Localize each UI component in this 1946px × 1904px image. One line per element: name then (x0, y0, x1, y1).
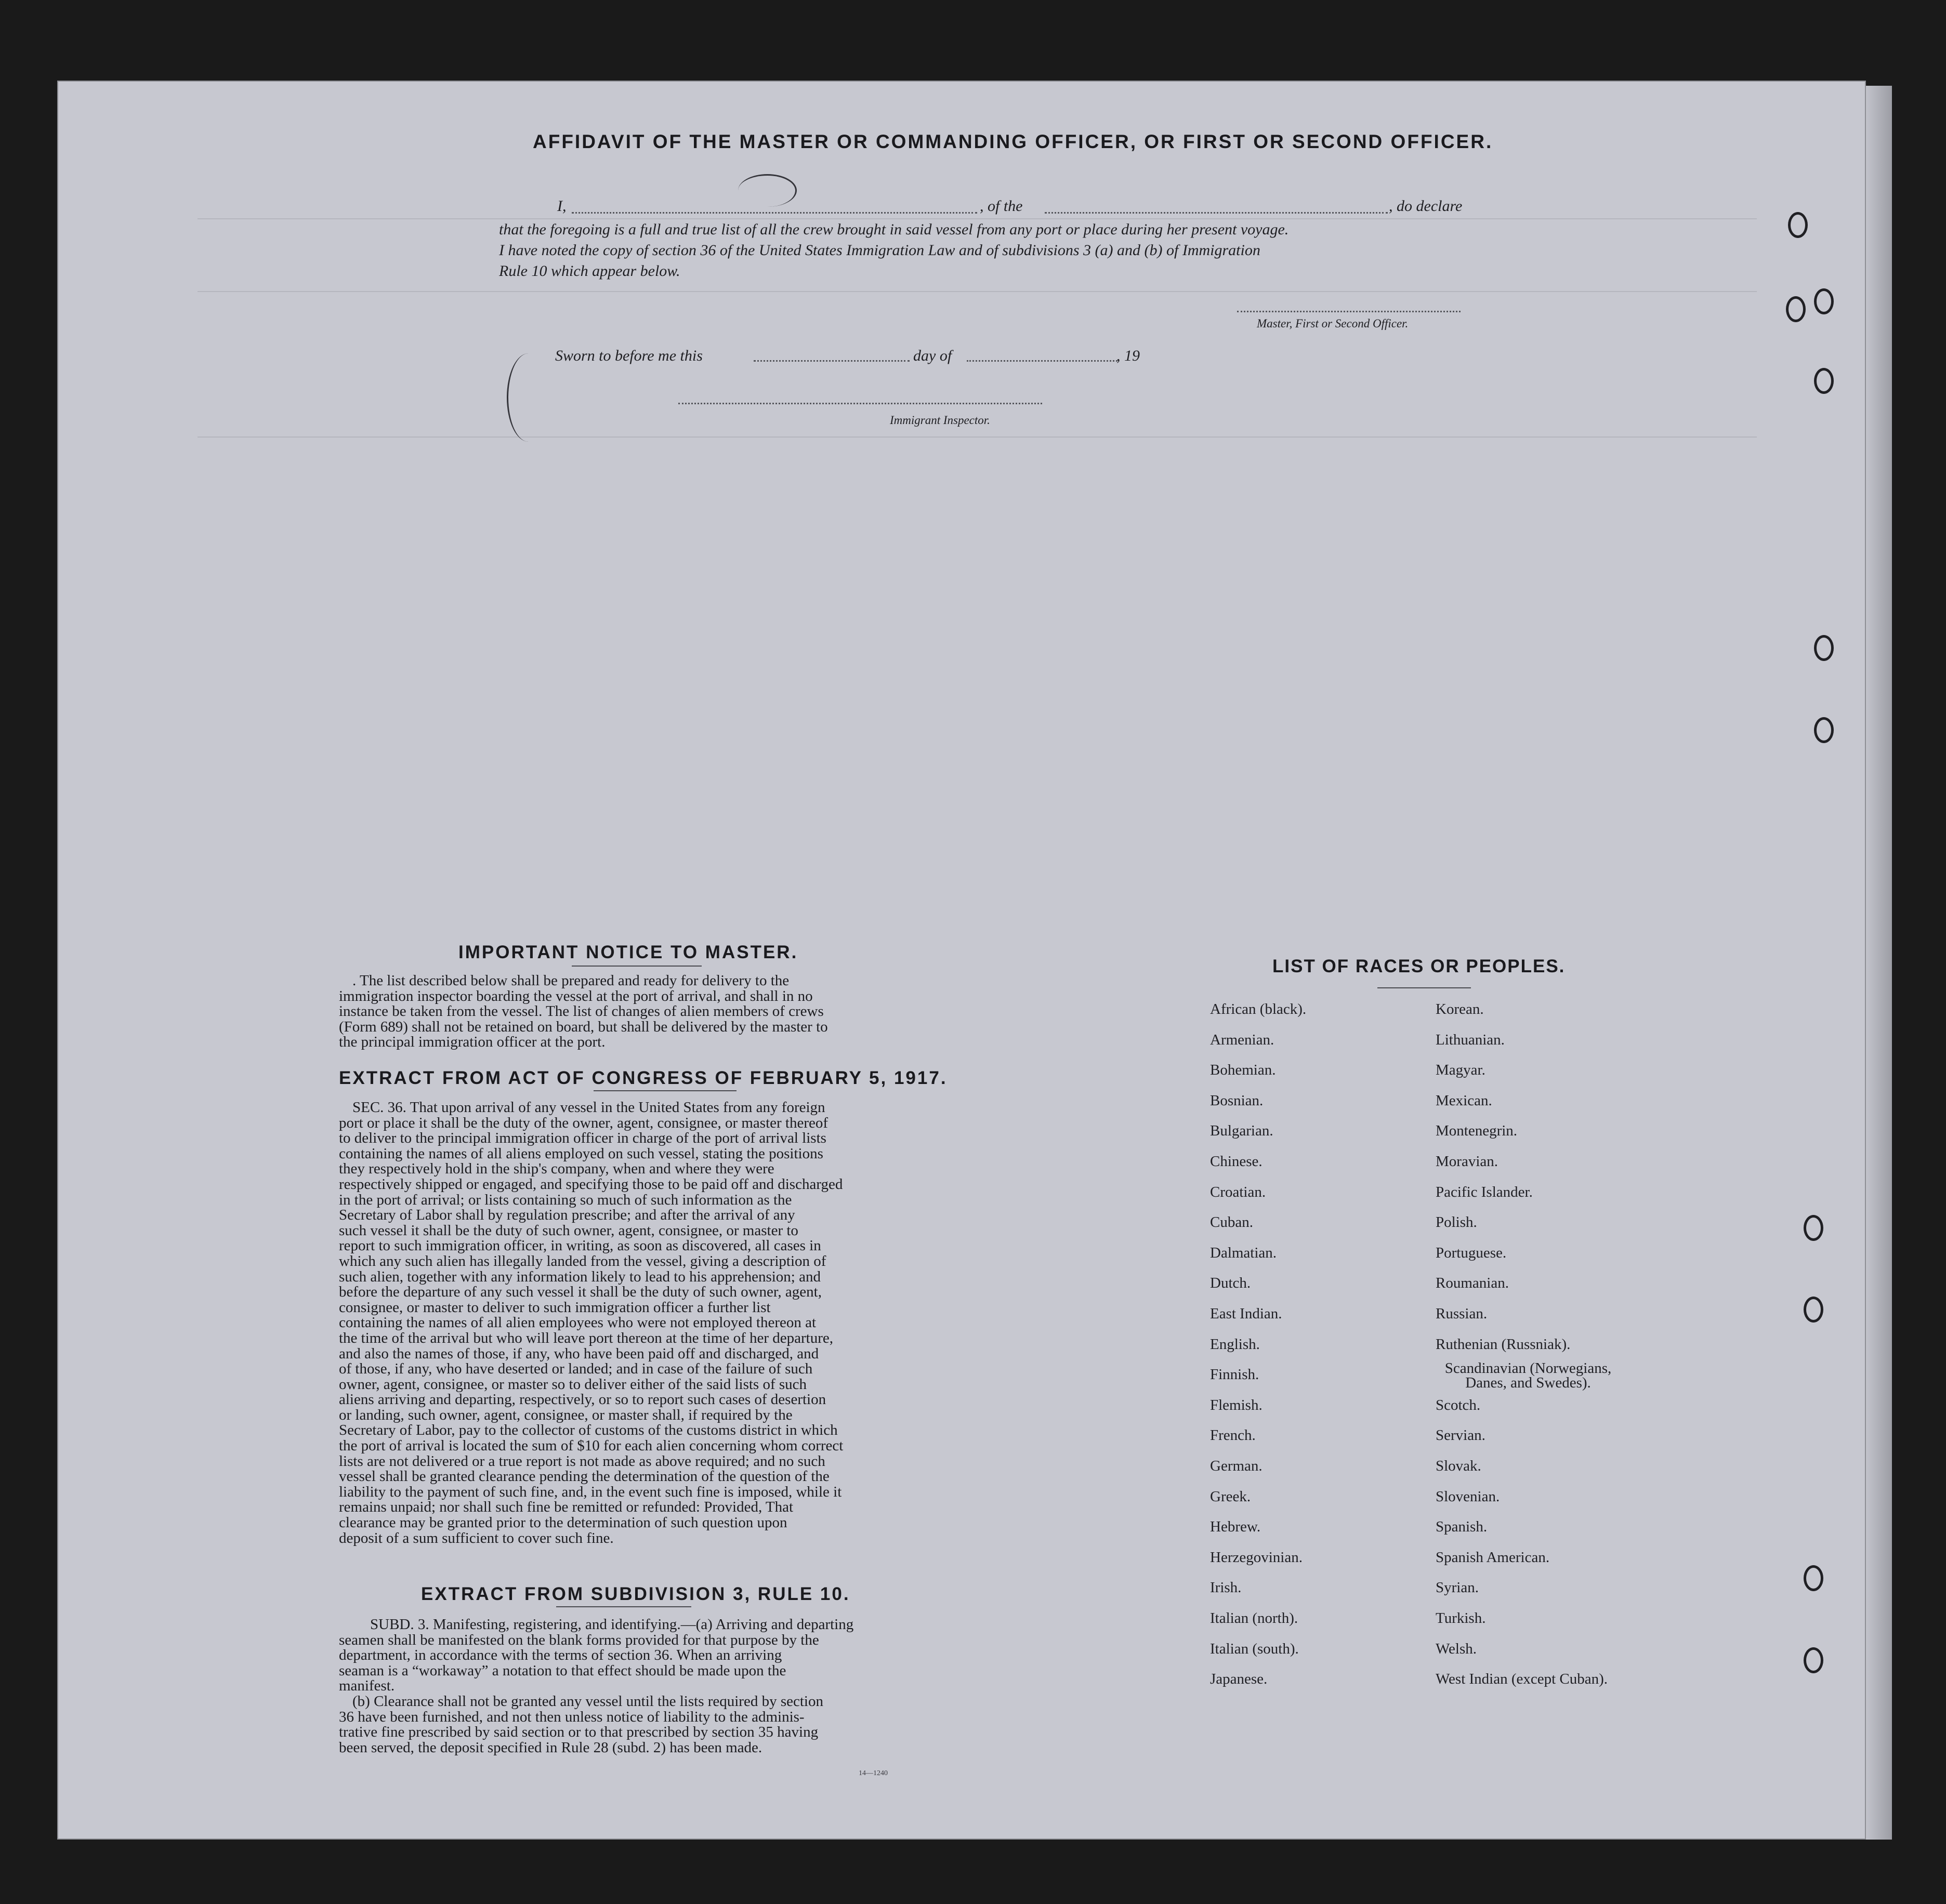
race-item: Finnish. (1210, 1366, 1259, 1383)
binder-hole (1814, 717, 1834, 743)
race-item: Pacific Islander. (1436, 1183, 1533, 1200)
race-item: Syrian. (1436, 1579, 1479, 1596)
race-item: African (black). (1210, 1001, 1307, 1017)
race-item: French. (1210, 1427, 1256, 1444)
document-page (57, 81, 1866, 1840)
notice-title (458, 942, 798, 963)
race-item: Spanish American. (1436, 1549, 1550, 1566)
binder-hole (1804, 1565, 1823, 1591)
vessel-blank[interactable] (1045, 212, 1388, 214)
extract-act-body (339, 1100, 930, 1546)
race-item: Portuguese. (1436, 1244, 1507, 1261)
inspector-signature-blank[interactable] (678, 403, 1042, 404)
act-line: SEC. 36. That upon arrival of any vessel in the United States from any foreign (352, 1099, 825, 1116)
race-item: English. (1210, 1336, 1260, 1353)
handwritten-mark (738, 174, 797, 207)
races-title-rule (1377, 987, 1471, 988)
act-line: consignee, or master to deliver to such immigration officer a further list (339, 1299, 771, 1316)
affidavit-do-declare: , do declare (1389, 197, 1463, 215)
day-of-text: day of (913, 347, 952, 364)
act-line: deposit of a sum sufficient to cover such fine. (339, 1529, 614, 1546)
race-item: Cuban. (1210, 1214, 1253, 1231)
binder-hole (1814, 635, 1834, 661)
act-line: report to such immigration officer, in writing, as soon as discovered, all cases in (339, 1237, 821, 1254)
notice-line: (Form 689) shall not be retained on board, but shall be delivered by the master to (339, 1018, 828, 1035)
race-item: Polish. (1436, 1214, 1477, 1231)
race-item: East Indian. (1210, 1305, 1282, 1322)
race-item: Bohemian. (1210, 1062, 1276, 1079)
act-line: respectively shipped or engaged, and specifying those to be paid off and discharged (339, 1175, 843, 1193)
rule-line: manifest. (339, 1677, 395, 1695)
year-prefix: , 19 (1116, 347, 1140, 364)
affidavit-statement-4: Rule 10 which appear below. (499, 262, 680, 280)
race-item: Chinese. (1210, 1153, 1263, 1170)
act-line: lists are not delivered or a true report is not made as above required; and no such (339, 1452, 825, 1470)
race-item: Bulgarian. (1210, 1122, 1273, 1140)
rule-line: seamen shall be manifested on the blank forms provided for that purpose by the (339, 1631, 819, 1648)
binder-hole (1814, 288, 1834, 314)
act-line: port or place it shall be the duty of the owner, agent, consignee, or master thereof (339, 1114, 829, 1131)
rule-line: seaman is a “workaway” a notation to that effect should be made upon the (339, 1662, 786, 1679)
act-line: containing the names of all aliens employed on such vessel, stating the positions (339, 1145, 823, 1162)
binder-hole (1788, 212, 1808, 238)
month-blank[interactable] (967, 360, 1117, 362)
act-line: Secretary of Labor shall by regulation prescribe; and after the arrival of any (339, 1207, 795, 1224)
race-item: Moravian. (1436, 1153, 1498, 1170)
notice-line: instance be taken from the vessel. The list of changes of alien members of crews (339, 1003, 824, 1020)
notice-body (339, 973, 930, 1050)
race-item: Armenian. (1210, 1031, 1274, 1048)
act-line: clearance may be granted prior to the determination of such question upon (339, 1514, 787, 1531)
binder-hole (1804, 1297, 1823, 1323)
signature-caption: Master, First or Second Officer. (1257, 317, 1409, 330)
act-line: containing the names of all alien employees who were not employed thereon at (339, 1314, 817, 1331)
race-item: Servian. (1436, 1427, 1485, 1444)
act-line: or landing, such owner, agent, consignee, or master shall, if required by the (339, 1406, 793, 1423)
race-item: Japanese. (1210, 1671, 1268, 1688)
act-line: remains unpaid; nor shall such fine be remitted or refunded: Provided, That (339, 1499, 794, 1516)
act-line: the port of arrival is located the sum of $10 for each alien concerning whom correct (339, 1437, 844, 1455)
race-item: Slovak. (1436, 1458, 1481, 1474)
bleed-through-rule (198, 437, 1757, 438)
act-line: liability to the payment of such fine, and, in the event such fine is imposed, while it (339, 1483, 842, 1500)
extract-act-title: EXTRACT FROM ACT OF CONGRESS OF FEBRUARY 5, 1917. (339, 1068, 948, 1088)
race-item: Herzegovinian. (1210, 1549, 1303, 1566)
handwritten-bracket (507, 353, 550, 442)
page-edge (1866, 86, 1892, 1840)
rule-line: been served, the deposit specified in Rule 28 (subd. 2) has been made. (339, 1739, 762, 1756)
act-line: they respectively hold in the ship's company, when and where they were (339, 1160, 774, 1178)
notice-line: the principal immigration officer at the port. (339, 1034, 606, 1051)
sworn-text: Sworn to before me this (555, 347, 703, 364)
act-line: owner, agent, consignee, or master so to deliver either of the said lists of such (339, 1376, 807, 1393)
extract-rule-title: EXTRACT FROM SUBDIVISION 3, RULE 10. (421, 1584, 850, 1604)
rule-line: 36 have been furnished, and not then unless notice of liability to the adminis- (339, 1708, 805, 1725)
race-item: Italian (north). (1210, 1610, 1298, 1627)
race-item: Montenegrin. (1436, 1122, 1518, 1140)
race-item: Greek. (1210, 1488, 1251, 1505)
act-line: in the port of arrival; or lists containing so much of such information as the (339, 1191, 792, 1208)
race-item: Ruthenian (Russniak). (1436, 1336, 1571, 1353)
race-item: Magyar. (1436, 1062, 1485, 1079)
binder-hole (1804, 1647, 1823, 1673)
extract-rule-title-rule (556, 1606, 691, 1607)
bleed-through-rule (198, 291, 1757, 292)
act-line: of those, if any, who have deserted or landed; and in case of the failure of such (339, 1360, 813, 1378)
race-item: Turkish. (1436, 1610, 1486, 1627)
binder-hole (1804, 1215, 1823, 1241)
race-item: Scandinavian (Norwegians, Danes, and Swedes). (1444, 1360, 1612, 1392)
act-line: such vessel it shall be the duty of such owner, agent, consignee, or master to (339, 1222, 798, 1239)
act-line: aliens arriving and departing, respectively, or so to report such cases of desertion (339, 1391, 826, 1408)
race-item: Mexican. (1436, 1092, 1492, 1109)
rule-line: (b) Clearance shall not be granted any vessel until the lists required by section (352, 1693, 823, 1710)
race-item: Korean. (1436, 1001, 1484, 1017)
sworn-date-blank[interactable] (754, 360, 910, 362)
notice-title-rule (572, 966, 702, 967)
extract-rule-body (339, 1617, 930, 1755)
rule-line: trative fine prescribed by said section or to that prescribed by section 35 having (339, 1724, 819, 1741)
affidavit-statement-3: I have noted the copy of section 36 of the United States Immigration Law and of subdivisions 3 (a) and (b) of Immigration (499, 242, 1260, 259)
notice-line: immigration inspector boarding the vessel at the port of arrival, and shall in no (339, 987, 813, 1004)
binder-hole (1786, 296, 1806, 322)
race-item: Irish. (1210, 1579, 1242, 1596)
race-item: West Indian (except Cuban). (1436, 1671, 1608, 1688)
bleed-through-text (364, 151, 374, 179)
affidavit-of-the: , of the (980, 197, 1023, 215)
inspector-caption: Immigrant Inspector. (890, 414, 990, 427)
race-item: Spanish. (1436, 1518, 1488, 1536)
race-item: Hebrew. (1210, 1518, 1261, 1536)
race-item: Dalmatian. (1210, 1244, 1277, 1261)
notice-line: . The list described below shall be prepared and ready for delivery to the (352, 972, 790, 989)
race-item: German. (1210, 1458, 1263, 1474)
affidavit-title: AFFIDAVIT OF THE MASTER OR COMMANDING OFFICER, OR FIRST OR SECOND OFFICER. (533, 131, 1493, 152)
form-number: 14—1240 (859, 1769, 888, 1777)
affidavit-statement-2: that the foregoing is a full and true list of all the crew brought in said vessel from any port or place during her present voyage. (499, 221, 1289, 238)
race-item: Bosnian. (1210, 1092, 1264, 1109)
bleed-through-rule (198, 218, 1757, 219)
act-line: before the departure of any such vessel it shall be the duty of such owner, agent, (339, 1284, 822, 1301)
act-line: the time of the arrival but who will leave port thereon at the time of her departure, (339, 1329, 834, 1346)
races-title: LIST OF RACES OR PEOPLES. (1272, 956, 1566, 976)
race-item: Lithuanian. (1436, 1031, 1505, 1048)
act-line: and also the names of those, if any, who have been paid off and discharged, and (339, 1345, 819, 1362)
notice-title-text: IMPORTANT NOTICE TO MASTER. (458, 942, 798, 962)
act-line: Secretary of Labor, pay to the collector of customs of the customs district in which (339, 1422, 838, 1439)
race-item: Flemish. (1210, 1396, 1263, 1413)
signature-blank[interactable] (1237, 311, 1461, 312)
act-line: to deliver to the principal immigration officer in charge of the port of arrival lists (339, 1130, 826, 1147)
race-item: Russian. (1436, 1305, 1488, 1322)
extract-act-title-rule (594, 1090, 737, 1091)
rule-line: SUBD. 3. Manifesting, registering, and identifying.—(a) Arriving and departing (370, 1616, 854, 1633)
act-line: such alien, together with any information likely to lead to his apprehension; and (339, 1268, 821, 1285)
binder-hole (1814, 368, 1834, 394)
race-item: Croatian. (1210, 1183, 1266, 1200)
race-item: Roumanian. (1436, 1275, 1509, 1292)
affidavit-line-i: I, (557, 197, 567, 215)
race-item: Scotch. (1436, 1396, 1481, 1413)
name-blank[interactable] (572, 212, 977, 214)
act-line: vessel shall be granted clearance pending the determination of the question of the (339, 1468, 830, 1485)
rule-line: department, in accordance with the terms of section 36. When an arriving (339, 1647, 782, 1664)
race-item: Slovenian. (1436, 1488, 1500, 1505)
race-item: Welsh. (1436, 1640, 1477, 1657)
race-item: Italian (south). (1210, 1640, 1299, 1657)
race-item: Dutch. (1210, 1275, 1251, 1292)
act-line: which any such alien has illegally landed from the vessel, giving a description of (339, 1252, 826, 1270)
